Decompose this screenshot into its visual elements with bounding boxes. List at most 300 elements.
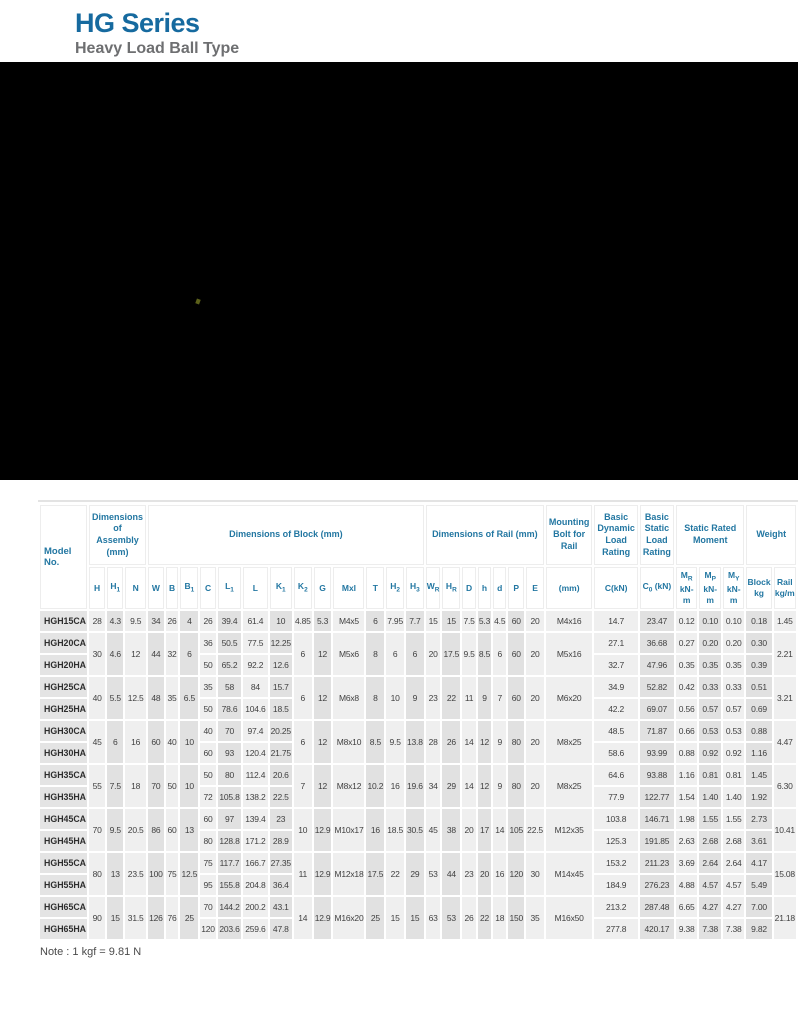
table-cell: 191.85 — [640, 831, 674, 851]
table-cell: 0.27 — [676, 633, 698, 653]
table-cell: 144.2 — [218, 897, 241, 917]
group-header: Dimensions of Rail (mm) — [426, 505, 544, 565]
table-cell: 139.4 — [243, 809, 268, 829]
table-cell: 155.8 — [218, 875, 241, 895]
table-cell: 2.64 — [699, 853, 721, 873]
table-cell: 0.18 — [746, 611, 771, 631]
model-cell: HGH15CA — [40, 611, 87, 631]
table-cell: 0.81 — [699, 765, 721, 785]
table-cell: 31.5 — [125, 897, 146, 939]
table-cell: 22 — [386, 853, 404, 895]
table-cell: 93 — [218, 743, 241, 763]
column-header: $H_3$ — [406, 567, 424, 609]
table-cell: 14 — [462, 721, 476, 763]
table-cell: 48.5 — [594, 721, 638, 741]
table-cell: 0.42 — [676, 677, 698, 697]
table-cell: 60 — [148, 721, 164, 763]
table-cell: M10x17 — [333, 809, 364, 851]
table-cell: 22 — [442, 677, 460, 719]
table-cell: 40 — [166, 721, 179, 763]
table-cell: 93.99 — [640, 743, 674, 763]
model-cell: HGH45HA — [40, 831, 87, 851]
column-header: $K_1$ — [270, 567, 292, 609]
column-header: N — [125, 567, 146, 609]
table-cell: M6x20 — [546, 677, 592, 719]
table-cell: 7.00 — [746, 897, 771, 917]
table-cell: 39.4 — [218, 611, 241, 631]
model-cell: HGH65HA — [40, 919, 87, 939]
column-header: P — [508, 567, 524, 609]
table-cell: 10.41 — [774, 809, 796, 851]
table-cell: 6 — [366, 611, 384, 631]
table-cell: M12x18 — [333, 853, 364, 895]
table-cell: 34 — [426, 765, 441, 807]
table-cell: 15 — [426, 611, 441, 631]
table-cell: 52.82 — [640, 677, 674, 697]
model-cell: HGH55HA — [40, 875, 87, 895]
table-row — [40, 611, 796, 631]
table-cell: 60 — [166, 809, 179, 851]
table-cell: 120 — [508, 853, 524, 895]
table-cell: 4.47 — [774, 721, 796, 763]
table-cell: 23 — [462, 853, 476, 895]
table-cell: 32.7 — [594, 655, 638, 675]
table-cell: 287.48 — [640, 897, 674, 917]
table-cell: 9 — [406, 677, 424, 719]
table-cell: 259.6 — [243, 919, 268, 939]
table-cell: 29 — [406, 853, 424, 895]
column-header: $H_2$ — [386, 567, 404, 609]
table-cell: 12.25 — [270, 633, 292, 653]
table-cell: 104.6 — [243, 699, 268, 719]
table-cell: 15.7 — [270, 677, 292, 697]
table-cell: 97 — [218, 809, 241, 829]
table-cell: 5.3 — [314, 611, 332, 631]
table-cell: 75 — [166, 853, 179, 895]
column-header: h — [478, 567, 491, 609]
table-cell: 7.7 — [406, 611, 424, 631]
column-header: $M_P$ kN-m — [699, 567, 721, 609]
table-cell: 2.63 — [676, 831, 698, 851]
table-cell: 1.98 — [676, 809, 698, 829]
table-cell: 420.17 — [640, 919, 674, 939]
table-cell: 16 — [493, 853, 506, 895]
table-row — [40, 633, 796, 653]
table-cell: 11 — [294, 853, 312, 895]
column-header: $K_2$ — [294, 567, 312, 609]
table-cell: 16 — [125, 721, 146, 763]
model-column-header: Model No. — [40, 505, 87, 609]
table-cell: 17.5 — [442, 633, 460, 675]
table-cell: 0.51 — [746, 677, 771, 697]
table-cell: 10 — [386, 677, 404, 719]
table-cell: 213.2 — [594, 897, 638, 917]
table-cell: 7.95 — [386, 611, 404, 631]
table-cell: 14 — [493, 809, 506, 851]
table-cell: 27.1 — [594, 633, 638, 653]
model-cell: HGH30CA — [40, 721, 87, 741]
table-cell: 50 — [200, 699, 216, 719]
table-cell: 0.12 — [676, 611, 698, 631]
table-row — [40, 765, 796, 785]
table-cell: 7.38 — [723, 919, 745, 939]
table-cell: 10.2 — [366, 765, 384, 807]
table-cell: 44 — [442, 853, 460, 895]
table-cell: 7 — [493, 677, 506, 719]
table-cell: 45 — [426, 809, 441, 851]
table-cell: 8 — [366, 677, 384, 719]
table-cell: 2.64 — [723, 853, 745, 873]
table-cell: 4 — [180, 611, 198, 631]
table-cell: 28.9 — [270, 831, 292, 851]
table-cell: 64.6 — [594, 765, 638, 785]
table-cell: 0.88 — [746, 721, 771, 741]
table-cell: 20 — [426, 633, 441, 675]
table-cell: 1.45 — [746, 765, 771, 785]
table-cell: 18.5 — [386, 809, 404, 851]
table-cell: 204.8 — [243, 875, 268, 895]
table-cell: 2.73 — [746, 809, 771, 829]
table-cell: 32 — [166, 633, 179, 675]
table-cell: M8x10 — [333, 721, 364, 763]
table-cell: 1.16 — [746, 743, 771, 763]
table-cell: 20 — [462, 809, 476, 851]
table-cell: 4.57 — [699, 875, 721, 895]
table-cell: 13 — [107, 853, 123, 895]
table-cell: 6 — [294, 633, 312, 675]
table-cell: 9 — [493, 721, 506, 763]
table-cell: 26 — [166, 611, 179, 631]
table-cell: M16x50 — [546, 897, 592, 939]
column-header: Rail kg/m — [774, 567, 796, 609]
table-cell: 10 — [294, 809, 312, 851]
table-cell: 93.88 — [640, 765, 674, 785]
table-cell: 12 — [478, 765, 491, 807]
column-header: C — [200, 567, 216, 609]
table-cell: 20.25 — [270, 721, 292, 741]
table-cell: 15 — [442, 611, 460, 631]
table-cell: 0.57 — [723, 699, 745, 719]
table-cell: 6 — [406, 633, 424, 675]
table-cell: 80 — [218, 765, 241, 785]
table-cell: 0.53 — [699, 721, 721, 741]
table-cell: 0.66 — [676, 721, 698, 741]
column-header: E — [526, 567, 544, 609]
model-cell: HGH25CA — [40, 677, 87, 697]
table-cell: 12.9 — [314, 853, 332, 895]
table-cell: 4.85 — [294, 611, 312, 631]
table-cell: 70 — [218, 721, 241, 741]
table-cell: 60 — [508, 677, 524, 719]
table-cell: 6.30 — [774, 765, 796, 807]
model-cell: HGH35CA — [40, 765, 87, 785]
table-cell: 12.6 — [270, 655, 292, 675]
table-cell: 8.5 — [478, 633, 491, 675]
table-cell: 6 — [294, 677, 312, 719]
table-cell: 4.27 — [699, 897, 721, 917]
column-header: W — [148, 567, 164, 609]
table-cell: 44 — [148, 633, 164, 675]
table-cell: 7.5 — [107, 765, 123, 807]
page-title: HG Series — [75, 8, 200, 38]
table-cell: 0.92 — [699, 743, 721, 763]
table-cell: 25 — [366, 897, 384, 939]
column-header: C(kN) — [594, 567, 638, 609]
table-cell: 12.5 — [125, 677, 146, 719]
table-cell: 3.69 — [676, 853, 698, 873]
table-cell: 5.3 — [478, 611, 491, 631]
spec-table-container — [38, 500, 798, 941]
table-cell: 14 — [294, 897, 312, 939]
table-cell: 47.8 — [270, 919, 292, 939]
table-cell: 12.9 — [314, 897, 332, 939]
table-cell: 23.47 — [640, 611, 674, 631]
table-cell: 12 — [478, 721, 491, 763]
table-cell: 171.2 — [243, 831, 268, 851]
table-cell: 22.5 — [526, 809, 544, 851]
table-cell: 19.6 — [406, 765, 424, 807]
table-cell: 95 — [200, 875, 216, 895]
table-cell: 92.2 — [243, 655, 268, 675]
table-cell: 10 — [180, 765, 198, 807]
table-cell: 4.17 — [746, 853, 771, 873]
table-cell: 11 — [462, 677, 476, 719]
table-cell: 15 — [386, 897, 404, 939]
column-header: d — [493, 567, 506, 609]
column-header: L — [243, 567, 268, 609]
table-cell: 10 — [180, 721, 198, 763]
table-cell: 103.8 — [594, 809, 638, 829]
table-cell: 12 — [314, 721, 332, 763]
table-cell: 20 — [526, 611, 544, 631]
table-cell: 20 — [526, 633, 544, 675]
table-cell: 36.4 — [270, 875, 292, 895]
table-cell: 16 — [386, 765, 404, 807]
table-cell: 166.7 — [243, 853, 268, 873]
table-cell: 4.6 — [107, 633, 123, 675]
column-header: $W_R$ — [426, 567, 441, 609]
table-cell: 0.92 — [723, 743, 745, 763]
table-cell: 72 — [200, 787, 216, 807]
header-group-row — [40, 505, 796, 565]
table-cell: 7.5 — [462, 611, 476, 631]
table-cell: 48 — [148, 677, 164, 719]
table-cell: 50 — [200, 765, 216, 785]
model-cell: HGH65CA — [40, 897, 87, 917]
table-cell: 12 — [314, 633, 332, 675]
table-cell: 29 — [442, 765, 460, 807]
table-cell: 4.5 — [493, 611, 506, 631]
table-cell: 276.23 — [640, 875, 674, 895]
figure-artifact-mark — [195, 298, 200, 304]
table-cell: 63 — [426, 897, 441, 939]
column-header: $B_1$ — [180, 567, 198, 609]
table-cell: M4x5 — [333, 611, 364, 631]
table-cell: 5.49 — [746, 875, 771, 895]
table-cell: M12x35 — [546, 809, 592, 851]
table-cell: 61.4 — [243, 611, 268, 631]
table-cell: 0.88 — [676, 743, 698, 763]
table-cell: 13.8 — [406, 721, 424, 763]
table-cell: 23 — [270, 809, 292, 829]
table-cell: 9.5 — [107, 809, 123, 851]
table-cell: 0.56 — [676, 699, 698, 719]
table-cell: 112.4 — [243, 765, 268, 785]
table-cell: 30 — [526, 853, 544, 895]
table-cell: 35 — [526, 897, 544, 939]
table-cell: 1.55 — [699, 809, 721, 829]
table-cell: 21.18 — [774, 897, 796, 939]
table-cell: 25 — [180, 897, 198, 939]
table-cell: 0.20 — [723, 633, 745, 653]
table-cell: 211.23 — [640, 853, 674, 873]
group-header: Dimensions of Block (mm) — [148, 505, 424, 565]
table-cell: 45 — [89, 721, 105, 763]
table-cell: 28 — [426, 721, 441, 763]
column-header: Block kg — [746, 567, 771, 609]
table-cell: 12 — [125, 633, 146, 675]
table-cell: 38 — [442, 809, 460, 851]
table-cell: 0.81 — [723, 765, 745, 785]
table-cell: 80 — [508, 765, 524, 807]
table-cell: 28 — [89, 611, 105, 631]
table-cell: 50 — [200, 655, 216, 675]
table-cell: 120.4 — [243, 743, 268, 763]
table-cell: 40 — [200, 721, 216, 741]
table-cell: 86 — [148, 809, 164, 851]
table-cell: 0.10 — [699, 611, 721, 631]
table-cell: 1.55 — [723, 809, 745, 829]
column-header: H — [89, 567, 105, 609]
table-cell: 1.45 — [774, 611, 796, 631]
group-header: Basic Static Load Rating — [640, 505, 674, 565]
table-cell: 53 — [426, 853, 441, 895]
table-cell: 22 — [478, 897, 491, 939]
table-cell: 7.38 — [699, 919, 721, 939]
table-cell: 105.8 — [218, 787, 241, 807]
table-cell: 4.3 — [107, 611, 123, 631]
table-cell: 30 — [89, 633, 105, 675]
table-cell: M8x25 — [546, 765, 592, 807]
table-cell: 60 — [200, 743, 216, 763]
table-cell: 80 — [508, 721, 524, 763]
table-cell: 70 — [148, 765, 164, 807]
table-cell: 12.5 — [180, 853, 198, 895]
table-cell: 13 — [180, 809, 198, 851]
table-cell: 6 — [386, 633, 404, 675]
table-cell: 0.30 — [746, 633, 771, 653]
table-cell: 40 — [89, 677, 105, 719]
table-cell: 18.5 — [270, 699, 292, 719]
table-cell: 12.9 — [314, 809, 332, 851]
table-cell: 35 — [166, 677, 179, 719]
table-cell: 77.5 — [243, 633, 268, 653]
table-cell: 18 — [493, 897, 506, 939]
group-header: Basic Dynamic Load Rating — [594, 505, 638, 565]
table-cell: 10 — [270, 611, 292, 631]
table-cell: 150 — [508, 897, 524, 939]
table-cell: 65.2 — [218, 655, 241, 675]
table-cell: 26 — [442, 721, 460, 763]
table-cell: 126 — [148, 897, 164, 939]
table-cell: 0.39 — [746, 655, 771, 675]
model-cell: HGH45CA — [40, 809, 87, 829]
table-cell: 80 — [89, 853, 105, 895]
model-cell: HGH30HA — [40, 743, 87, 763]
table-cell: 0.69 — [746, 699, 771, 719]
table-cell: 0.35 — [699, 655, 721, 675]
table-cell: M4x16 — [546, 611, 592, 631]
table-cell: 0.10 — [723, 611, 745, 631]
table-cell: 15 — [107, 897, 123, 939]
table-cell: 84 — [243, 677, 268, 697]
table-cell: 3.21 — [774, 677, 796, 719]
page-subtitle: Heavy Load Ball Type — [75, 40, 240, 57]
table-cell: 50.5 — [218, 633, 241, 653]
table-cell: 6 — [294, 721, 312, 763]
table-cell: 70 — [89, 809, 105, 851]
table-cell: 117.7 — [218, 853, 241, 873]
table-cell: 138.2 — [243, 787, 268, 807]
table-cell: 78.6 — [218, 699, 241, 719]
group-header: Weight — [746, 505, 796, 565]
table-cell: M5x16 — [546, 633, 592, 675]
table-cell: 70 — [200, 897, 216, 917]
table-cell: 80 — [200, 831, 216, 851]
table-cell: 36.68 — [640, 633, 674, 653]
table-cell: 60 — [200, 809, 216, 829]
table-row — [40, 677, 796, 697]
table-cell: 9.5 — [462, 633, 476, 675]
table-cell: M16x20 — [333, 897, 364, 939]
table-cell: 15 — [406, 897, 424, 939]
table-cell: 8.5 — [366, 721, 384, 763]
table-cell: 7 — [294, 765, 312, 807]
table-cell: 0.35 — [676, 655, 698, 675]
column-header: $H_R$ — [442, 567, 460, 609]
column-header: Mxl — [333, 567, 364, 609]
table-cell: 200.2 — [243, 897, 268, 917]
table-cell: M5x6 — [333, 633, 364, 675]
figure-black-region — [0, 62, 798, 480]
table-cell: 2.68 — [699, 831, 721, 851]
table-cell: 105 — [508, 809, 524, 851]
table-cell: 6 — [493, 633, 506, 675]
table-cell: 0.33 — [699, 677, 721, 697]
table-cell: M8x25 — [546, 721, 592, 763]
column-header: T — [366, 567, 384, 609]
column-header: B — [166, 567, 179, 609]
table-cell: 97.4 — [243, 721, 268, 741]
table-cell: 0.35 — [723, 655, 745, 675]
spec-table — [38, 503, 798, 941]
table-cell: 5.5 — [107, 677, 123, 719]
model-cell: HGH20HA — [40, 655, 87, 675]
table-cell: 20 — [478, 853, 491, 895]
table-cell: 128.8 — [218, 831, 241, 851]
table-cell: 76 — [166, 897, 179, 939]
table-cell: 71.87 — [640, 721, 674, 741]
table-cell: 9.38 — [676, 919, 698, 939]
table-cell: 1.92 — [746, 787, 771, 807]
column-header: $L_1$ — [218, 567, 241, 609]
table-cell: 14.7 — [594, 611, 638, 631]
header-sub-row — [40, 567, 796, 609]
table-cell: M6x8 — [333, 677, 364, 719]
table-cell: 146.71 — [640, 809, 674, 829]
table-cell: 9 — [493, 765, 506, 807]
table-cell: 60 — [508, 611, 524, 631]
